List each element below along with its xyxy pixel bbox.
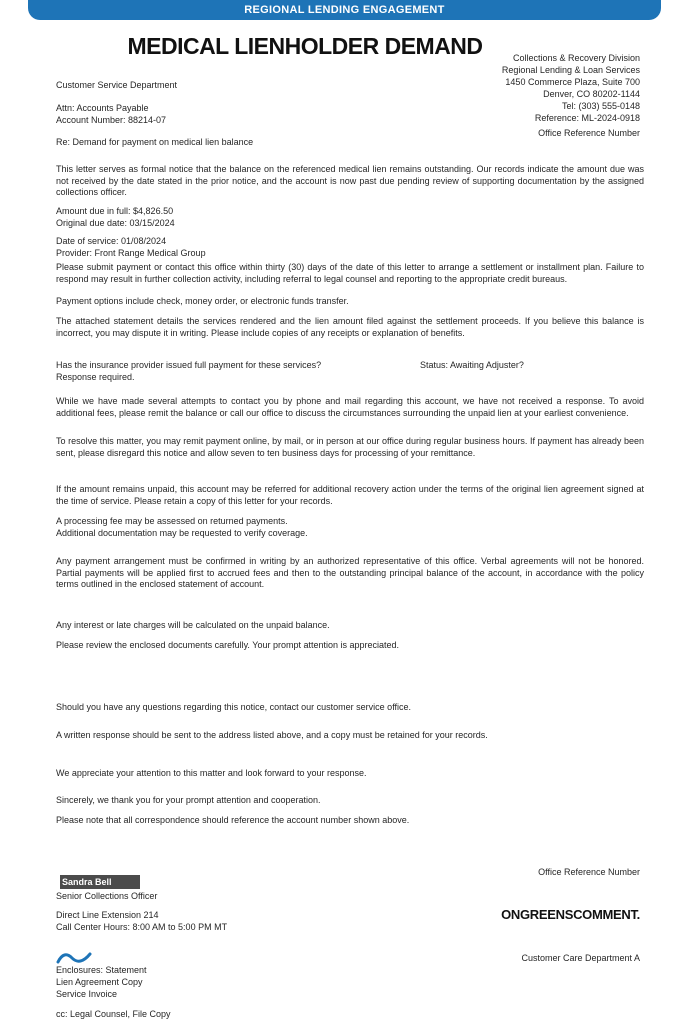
paragraph: To resolve this matter, you may remit payment online, by mail, or in person at our office during regular business hours. If payment has already been sent, please disregard this notice and allow seven to ten business days for processing of your remittance.	[56, 436, 644, 458]
page-title: MEDICAL LIENHOLDER DEMAND	[127, 33, 483, 59]
right-note: Office Reference Number	[538, 128, 640, 138]
provider: Provider: Front Range Medical Group	[56, 248, 206, 258]
documentation-note: Additional documentation may be requested to verify coverage.	[56, 528, 308, 538]
footer-line: Service Invoice	[56, 989, 118, 999]
questions-note: Should you have any questions regarding this notice, contact our customer service office.	[56, 702, 412, 712]
company-logo-icon	[56, 948, 94, 966]
contact-line: Call Center Hours: 8:00 AM to 5:00 PM MT	[56, 922, 228, 932]
footer-line: Enclosures: Statement	[56, 965, 147, 975]
recipient-line: Attn: Accounts Payable	[56, 103, 149, 113]
paragraph: Please submit payment or contact this office within thirty (30) days of the date of this letter to arrange a settlement or installment plan. Failure to respond may result in further collection activity, including referral to legal counsel and reporting to the appropriate credit bureaus.	[56, 262, 644, 284]
paragraph: If the amount remains unpaid, this account may be referred for additional recovery action under the terms of the original lien agreement signed at the time of service. Please retain a copy of this letter for your records.	[56, 484, 644, 506]
paragraph: This letter serves as formal notice that the balance on the referenced medical lien remains outstanding. Our records indicate the amount due was not received by the date stated in the prior notice, and the account is now past due pending review of supporting documentation by the assigned collections officer.	[56, 164, 644, 198]
paragraph: While we have made several attempts to contact you by phone and mail regarding this account, we have not received a response. To avoid additional fees, please remit the balance or call our office to discuss the circumstances surrounding the unpaid lien at your earliest convenience.	[56, 396, 644, 418]
footer-line: cc: Legal Counsel, File Copy	[56, 1009, 171, 1019]
paragraph: Please review the enclosed documents carefully. Your prompt attention is appreciated.	[56, 640, 400, 650]
service-date: Date of service: 01/08/2024	[56, 236, 167, 246]
original-due-date: Original due date: 03/15/2024	[56, 218, 175, 228]
contact-line: Direct Line Extension 214	[56, 910, 159, 920]
interest-note: Any interest or late charges will be calculated on the unpaid balance.	[56, 620, 330, 630]
signature-name: Sandra Bell	[62, 877, 112, 887]
right-footer: Customer Care Department A	[521, 953, 640, 963]
response-required: Response required.	[56, 372, 135, 382]
insurance-question: Has the insurance provider issued full payment for these services?	[56, 360, 322, 370]
paragraph: Sincerely, we thank you for your prompt attention and cooperation.	[56, 795, 321, 805]
paragraph: Please note that all correspondence should reference the account number shown above.	[56, 815, 410, 825]
footer-line: Lien Agreement Copy	[56, 977, 143, 987]
fee-note: A processing fee may be assessed on returned payments.	[56, 516, 288, 526]
sender-line: Tel: (303) 555-0148	[561, 101, 640, 111]
amount-due: Amount due in full: $4,826.50	[56, 206, 174, 216]
paragraph: The attached statement details the services rendered and the lien amount filed against the settlement proceeds. If you believe this balance is incorrect, you may dispute it in writing. Please include copies of any receipts or explanation of benefits.	[56, 316, 644, 338]
recipient-heading: Customer Service Department	[56, 80, 178, 90]
company-name: ONGREENSCOMMENT.	[501, 907, 640, 922]
paragraph: Any payment arrangement must be confirmed in writing by an authorized representative of this office. Verbal agreements will not be honored. Partial payments will be applied first to accrued fees and then to the outstanding principal balance of the account, in accordance with the policy terms outlined in the enclosed statement of account.	[56, 556, 644, 590]
right-note: Office Reference Number	[538, 867, 640, 877]
recipient-line: Account Number: 88214-07	[56, 115, 167, 125]
sender-line: Reference: ML-2024-0918	[534, 113, 640, 123]
sender-line: 1450 Commerce Plaza, Suite 700	[505, 77, 640, 87]
sender-line: Denver, CO 80202-1144	[543, 89, 640, 99]
payment-options: Payment options include check, money order, or electronic funds transfer.	[56, 296, 349, 306]
status-text: Status: Awaiting Adjuster?	[420, 360, 524, 370]
sender-line: Collections & Recovery Division	[512, 53, 640, 63]
sender-line: Regional Lending & Loan Services	[501, 65, 640, 75]
paragraph: A written response should be sent to the address listed above, and a copy must be retained for your records.	[56, 730, 488, 740]
subject-line: Re: Demand for payment on medical lien balance	[56, 137, 254, 147]
signature-title: Senior Collections Officer	[56, 891, 158, 901]
header-banner: REGIONAL LENDING ENGAGEMENT	[28, 0, 661, 20]
appreciation-note: We appreciate your attention to this matter and look forward to your response.	[56, 768, 367, 778]
